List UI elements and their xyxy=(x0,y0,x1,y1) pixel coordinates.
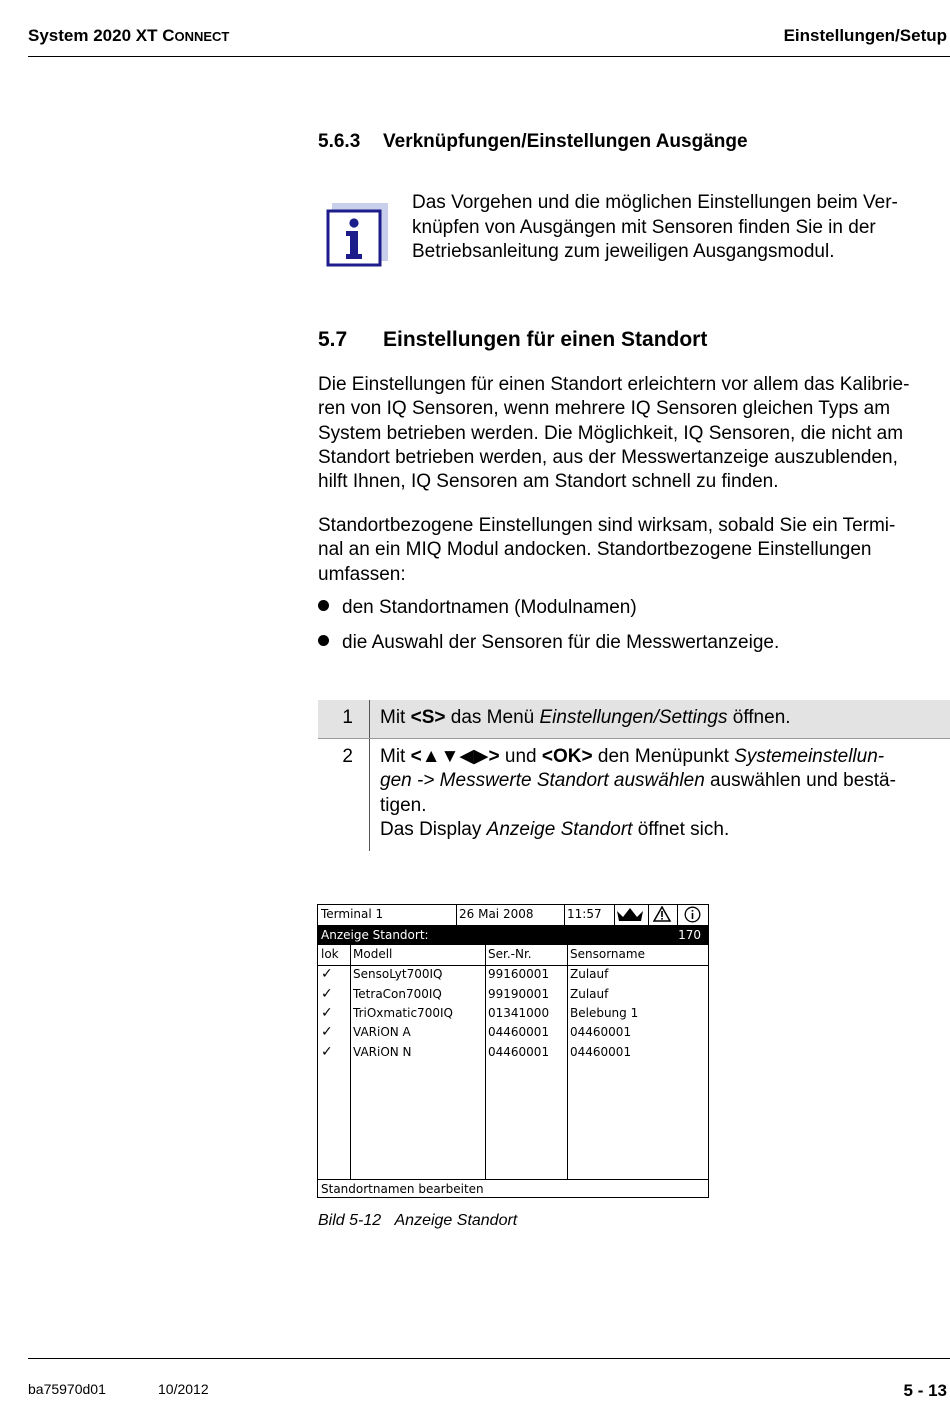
column-divider xyxy=(350,945,351,1179)
sensor-model: TriOxmatic700IQ xyxy=(353,1006,453,1020)
check-mark: ✓ xyxy=(321,1024,333,1040)
bullet-dot xyxy=(318,635,329,646)
column-header: lok xyxy=(321,947,339,961)
sensor-model: VARiON N xyxy=(353,1045,412,1059)
step-text-run: Das Display xyxy=(380,818,487,840)
step-text-run: das Menü xyxy=(445,707,540,728)
section-heading-5-6-3 xyxy=(318,131,748,153)
bullet-item xyxy=(318,597,637,619)
column-divider xyxy=(567,945,568,1179)
column-header: Sensorname xyxy=(570,947,645,961)
bullet-dot xyxy=(318,600,329,611)
sensor-serial: 99160001 xyxy=(488,967,550,981)
paragraph-intro xyxy=(318,373,950,494)
column-header: Modell xyxy=(353,947,393,961)
sensor-serial: 04460001 xyxy=(488,1025,550,1039)
step-text-run: <▲▼◀▶> xyxy=(410,746,500,767)
page-number: 5 - 13 xyxy=(903,1381,947,1400)
sensor-serial: 99190001 xyxy=(488,987,550,1001)
section-title: Verknüpfungen/Einstellungen Ausgänge xyxy=(383,131,748,152)
terminal-label: Terminal 1 xyxy=(321,907,384,921)
document-date: 10/2012 xyxy=(158,1381,209,1397)
step-text-run: <S> xyxy=(410,707,446,728)
softkey-label: Standortnamen bearbeiten xyxy=(321,1182,484,1196)
step-text-run: öffnet sich. xyxy=(632,818,730,840)
status-divider xyxy=(564,905,565,925)
column-header: Ser.-Nr. xyxy=(488,947,532,961)
step-text-run: Anzeige Standort xyxy=(486,818,633,840)
display-title: Anzeige Standort: xyxy=(321,928,429,942)
note-line: knüpfen von Ausgängen mit Sensoren finden Sie in der xyxy=(412,216,876,238)
step-number: 2 xyxy=(318,739,370,851)
note-line: Betriebsanleitung zum jeweiligen Ausgangsmodul. xyxy=(412,241,835,262)
device-display xyxy=(317,904,709,1198)
section-heading-5-7 xyxy=(318,328,707,352)
sensor-name: 04460001 xyxy=(570,1025,632,1039)
status-divider xyxy=(648,905,649,925)
display-footer xyxy=(318,1179,708,1198)
para-line: System betrieben werden. Die Möglichkeit, IQ Sensoren, die nicht am xyxy=(318,422,904,444)
step-number: 1 xyxy=(318,700,370,738)
info-note xyxy=(412,191,950,265)
column-header-row xyxy=(318,945,708,966)
check-mark: ✓ xyxy=(321,1044,333,1060)
paragraph-settings xyxy=(318,514,950,587)
sensor-model: SensoLyt700IQ xyxy=(353,967,443,981)
product-name-suffix: ONNECT xyxy=(174,29,230,44)
warning-icon xyxy=(653,906,671,928)
step-text xyxy=(370,739,950,851)
note-line: Das Vorgehen und die möglichen Einstellungen beim Ver- xyxy=(412,192,898,213)
sensor-name: Belebung 1 xyxy=(570,1006,639,1020)
display-title-bar xyxy=(318,926,708,945)
crown-icon xyxy=(616,907,644,928)
sensor-name: Zulauf xyxy=(570,967,609,981)
check-mark: ✓ xyxy=(321,1005,333,1021)
check-mark: ✓ xyxy=(321,986,333,1002)
step-text-run: und xyxy=(499,746,542,767)
para-line: Standortbezogene Einstellungen sind wirksam, sobald Sie ein Termi- xyxy=(318,515,896,536)
figure-caption xyxy=(318,1212,517,1230)
step-text-run: öffnen. xyxy=(727,707,791,728)
step-text-run: Systemeinstellun- xyxy=(734,746,885,767)
header-rule xyxy=(28,56,950,57)
step-text-run: den Menüpunkt xyxy=(592,746,735,767)
status-divider xyxy=(456,905,457,925)
caption-label: Bild 5-12 xyxy=(318,1212,382,1229)
para-line: umfassen: xyxy=(318,563,406,585)
status-divider xyxy=(614,905,615,925)
section-number: 5.6.3 xyxy=(318,131,361,152)
sensor-serial: 04460001 xyxy=(488,1045,550,1059)
footer-rule xyxy=(28,1358,950,1359)
running-header-section: Einstellungen/Setup xyxy=(783,26,947,45)
sensor-model: TetraCon700IQ xyxy=(353,987,442,1001)
status-bar xyxy=(318,905,708,926)
section-number: 5.7 xyxy=(318,328,348,351)
check-mark: ✓ xyxy=(321,966,333,982)
para-line: Standort betrieben werden, aus der Messwertanzeige auszublenden, xyxy=(318,446,898,468)
sensor-model: VARiON A xyxy=(353,1025,411,1039)
document-code: ba75970d01 xyxy=(28,1381,106,1397)
step-text-run: Mit xyxy=(380,746,411,767)
bullet-text: die Auswahl der Sensoren für die Messwertanzeige. xyxy=(342,632,780,653)
step-text-run: gen -> Messwerte Standort auswählen xyxy=(380,770,705,792)
product-name-prefix: System 2020 XT C xyxy=(28,26,175,45)
display-code: 170 xyxy=(678,928,701,942)
step-text-run: <OK> xyxy=(541,746,593,767)
step-row xyxy=(318,700,950,739)
caption-text: Anzeige Standort xyxy=(394,1212,518,1229)
para-line: nal an ein MIQ Modul andocken. Standortbezogene Einstellungen xyxy=(318,539,872,561)
status-divider xyxy=(677,905,678,925)
para-line: hilft Ihnen, IQ Sensoren am Standort schnell zu finden. xyxy=(318,471,779,493)
info-icon xyxy=(326,203,388,267)
time-display: 11:57 xyxy=(567,907,602,921)
step-text-run: Einstellungen/Settings xyxy=(539,707,728,728)
date-display: 26 Mai 2008 xyxy=(459,907,534,921)
bullet-item xyxy=(318,632,779,654)
sensor-name: Zulauf xyxy=(570,987,609,1001)
section-title: Einstellungen für einen Standort xyxy=(383,328,708,351)
sensor-name: 04460001 xyxy=(570,1045,632,1059)
step-text-run: auswählen und bestä- xyxy=(704,770,896,792)
step-text-run: tigen. xyxy=(380,794,427,816)
step-table xyxy=(318,700,950,851)
para-line: ren von IQ Sensoren, wenn mehrere IQ Sensoren gleichen Typs am xyxy=(318,398,891,420)
step-text xyxy=(370,700,950,738)
bullet-text: den Standortnamen (Modulnamen) xyxy=(342,597,637,618)
sensor-serial: 01341000 xyxy=(488,1006,550,1020)
para-line: Die Einstellungen für einen Standort erleichtern vor allem das Kalibrie- xyxy=(318,374,910,395)
column-divider xyxy=(485,945,486,1179)
running-header-product xyxy=(28,26,229,46)
step-text-run: Mit xyxy=(380,707,411,728)
step-row xyxy=(318,739,950,851)
